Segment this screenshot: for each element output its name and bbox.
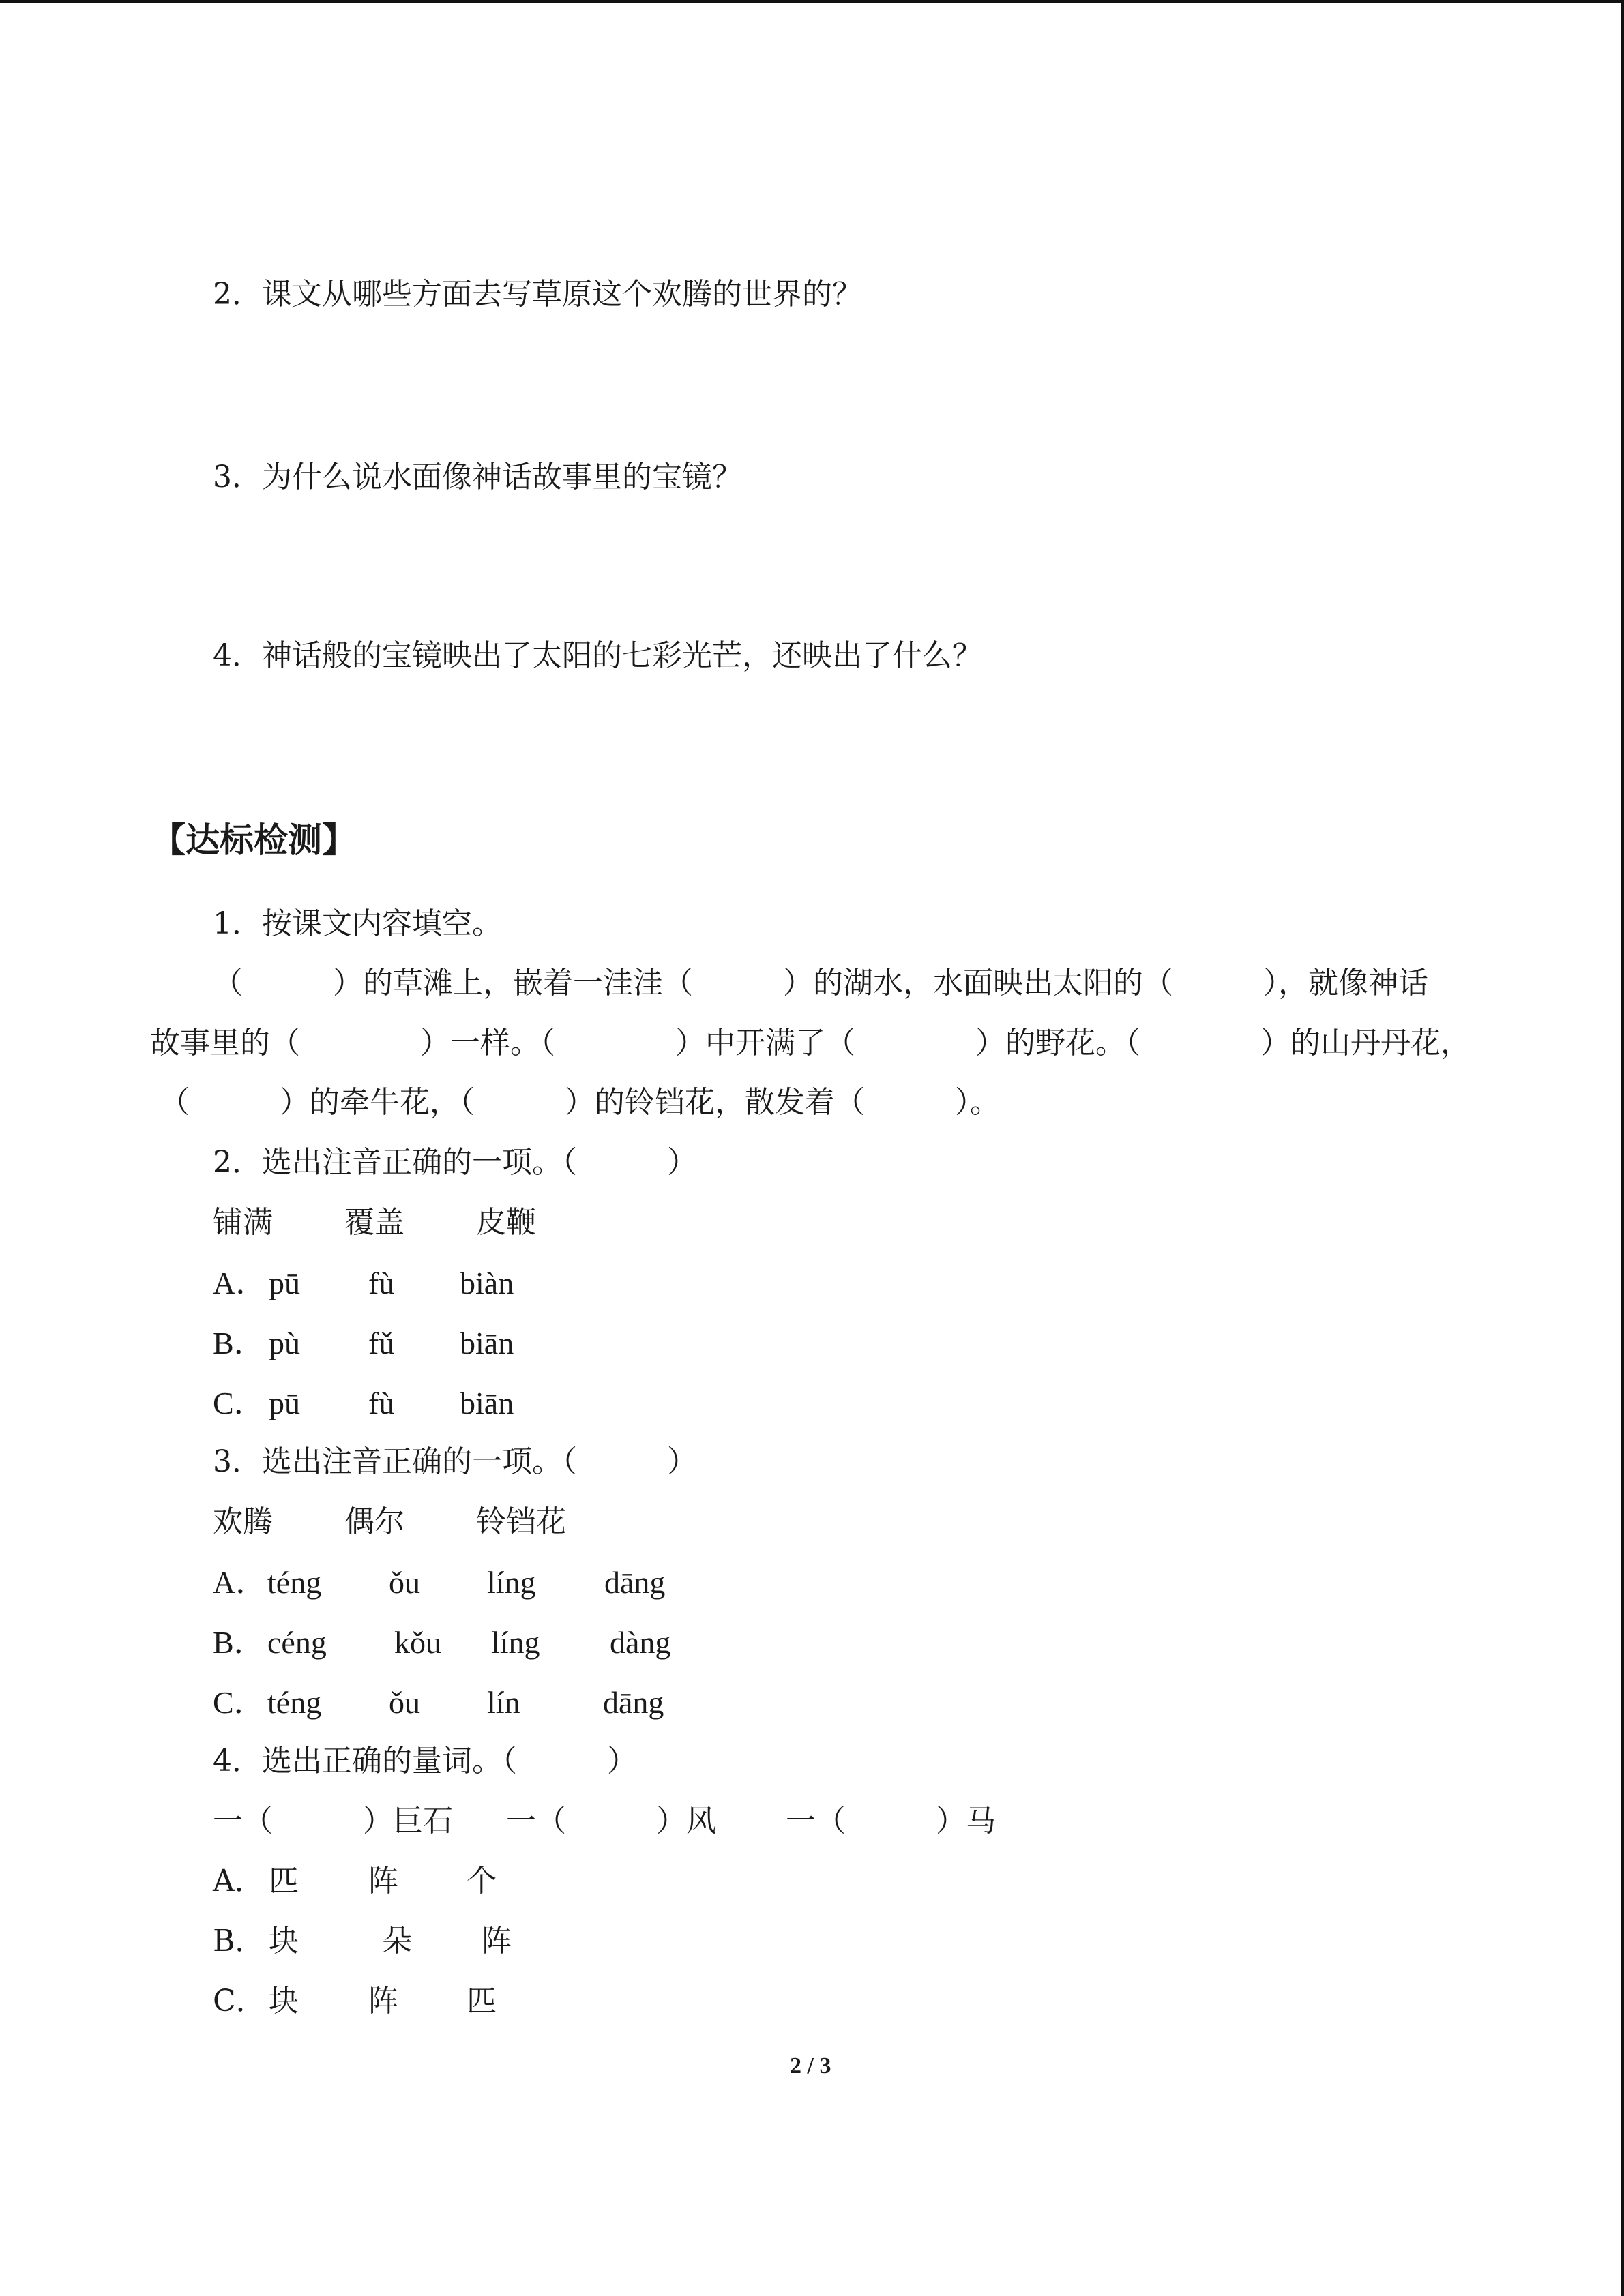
q3-word: 铃铛花 [476, 1504, 566, 1539]
q4-blank: 一（ ）巨石 [213, 1804, 453, 1838]
option-value: 阵 [368, 1984, 398, 2018]
q3-title: 3．选出注音正确的一项。（ ） [213, 1444, 697, 1479]
q3-word: 欢腾 [213, 1504, 273, 1539]
question-3-top: 3．为什么说水面像神话故事里的宝镜？ [213, 460, 742, 494]
option-value: 朵 [382, 1924, 412, 1958]
q3-option-c [213, 1682, 827, 1723]
q2-title: 2．选出注音正确的一项。（ ） [213, 1145, 697, 1180]
q4-blank: 一（ ）风 [506, 1804, 716, 1838]
page-border-right [1621, 0, 1624, 2296]
q1-line-3: （ ）的牵牛花，（ ）的铃铛花，散发着（ ）。 [160, 1085, 1000, 1120]
option-value: biàn [460, 1266, 514, 1300]
option-value: 块 [269, 1984, 299, 2018]
option-value: 阵 [368, 1864, 398, 1898]
q2-option-c [213, 1383, 827, 1424]
option-value: kǒu [394, 1625, 441, 1660]
option-value: dāng [604, 1565, 666, 1600]
option-value: biān [460, 1386, 514, 1420]
option-value: fù [368, 1386, 395, 1420]
option-label: A． [213, 1266, 267, 1300]
option-value: fǔ [368, 1326, 395, 1360]
option-value: pù [269, 1326, 300, 1360]
option-value: biān [460, 1326, 514, 1360]
q4-blanks [213, 1801, 1031, 1842]
option-value: fù [368, 1266, 395, 1300]
q4-option-c [213, 1981, 827, 2022]
q2-words [213, 1202, 827, 1243]
q4-blank: 一（ ）马 [786, 1804, 996, 1838]
option-value: dàng [610, 1625, 671, 1660]
option-value: ǒu [389, 1565, 420, 1600]
option-value: pū [269, 1386, 300, 1420]
q4-option-b [213, 1921, 827, 1962]
option-value: 匹 [467, 1984, 497, 2018]
q2-word: 铺满 [213, 1205, 273, 1240]
question-2-top: 2．课文从哪些方面去写草原这个欢腾的世界的？ [213, 277, 862, 312]
option-label: C． [213, 1984, 266, 2018]
q4-option-a [213, 1861, 827, 1902]
option-label: A． [213, 1565, 267, 1600]
page-border-top [0, 0, 1624, 3]
option-value: lín [487, 1685, 520, 1720]
q1-line-1: （ ）的草滩上，嵌着一洼洼（ ）的湖水，水面映出太阳的（ ），就像神话 [213, 966, 1428, 1000]
option-label: B． [213, 1924, 265, 1958]
option-value: céng [267, 1625, 327, 1660]
q2-option-b [213, 1323, 827, 1364]
q3-word: 偶尔 [344, 1504, 404, 1539]
question-4-top: 4．神话般的宝镜映出了太阳的七彩光芒，还映出了什么？ [213, 638, 982, 673]
option-value: 块 [269, 1924, 299, 1958]
q2-word: 皮鞭 [476, 1205, 536, 1240]
option-label: C． [213, 1685, 265, 1720]
option-value: dāng [603, 1685, 664, 1720]
q4-title: 4．选出正确的量词。（ ） [213, 1744, 637, 1778]
q3-option-a [213, 1562, 827, 1603]
option-value: líng [491, 1625, 540, 1660]
page-number: 2 / 3 [790, 2053, 831, 2078]
section-title: 【达标检测】 [151, 820, 356, 860]
q1-title: 1．按课文内容填空。 [213, 906, 502, 941]
q3-option-b [213, 1622, 827, 1663]
q2-option-a [213, 1263, 827, 1304]
option-label: B． [213, 1326, 265, 1360]
option-label: C． [213, 1386, 265, 1420]
option-value: pū [269, 1266, 300, 1300]
option-value: 个 [467, 1864, 497, 1898]
q2-word: 覆盖 [344, 1205, 404, 1240]
q3-words [213, 1502, 827, 1542]
option-value: téng [267, 1685, 322, 1720]
option-label: A． [213, 1864, 265, 1898]
q1-line-2: 故事里的（ ）一样。（ ）中开满了（ ）的野花。（ ）的山丹丹花， [150, 1026, 1471, 1060]
option-value: 阵 [482, 1924, 512, 1958]
option-value: ǒu [389, 1685, 420, 1720]
option-value: téng [267, 1565, 322, 1600]
option-value: 匹 [269, 1864, 299, 1898]
option-value: líng [487, 1565, 536, 1600]
option-label: B． [213, 1625, 265, 1660]
